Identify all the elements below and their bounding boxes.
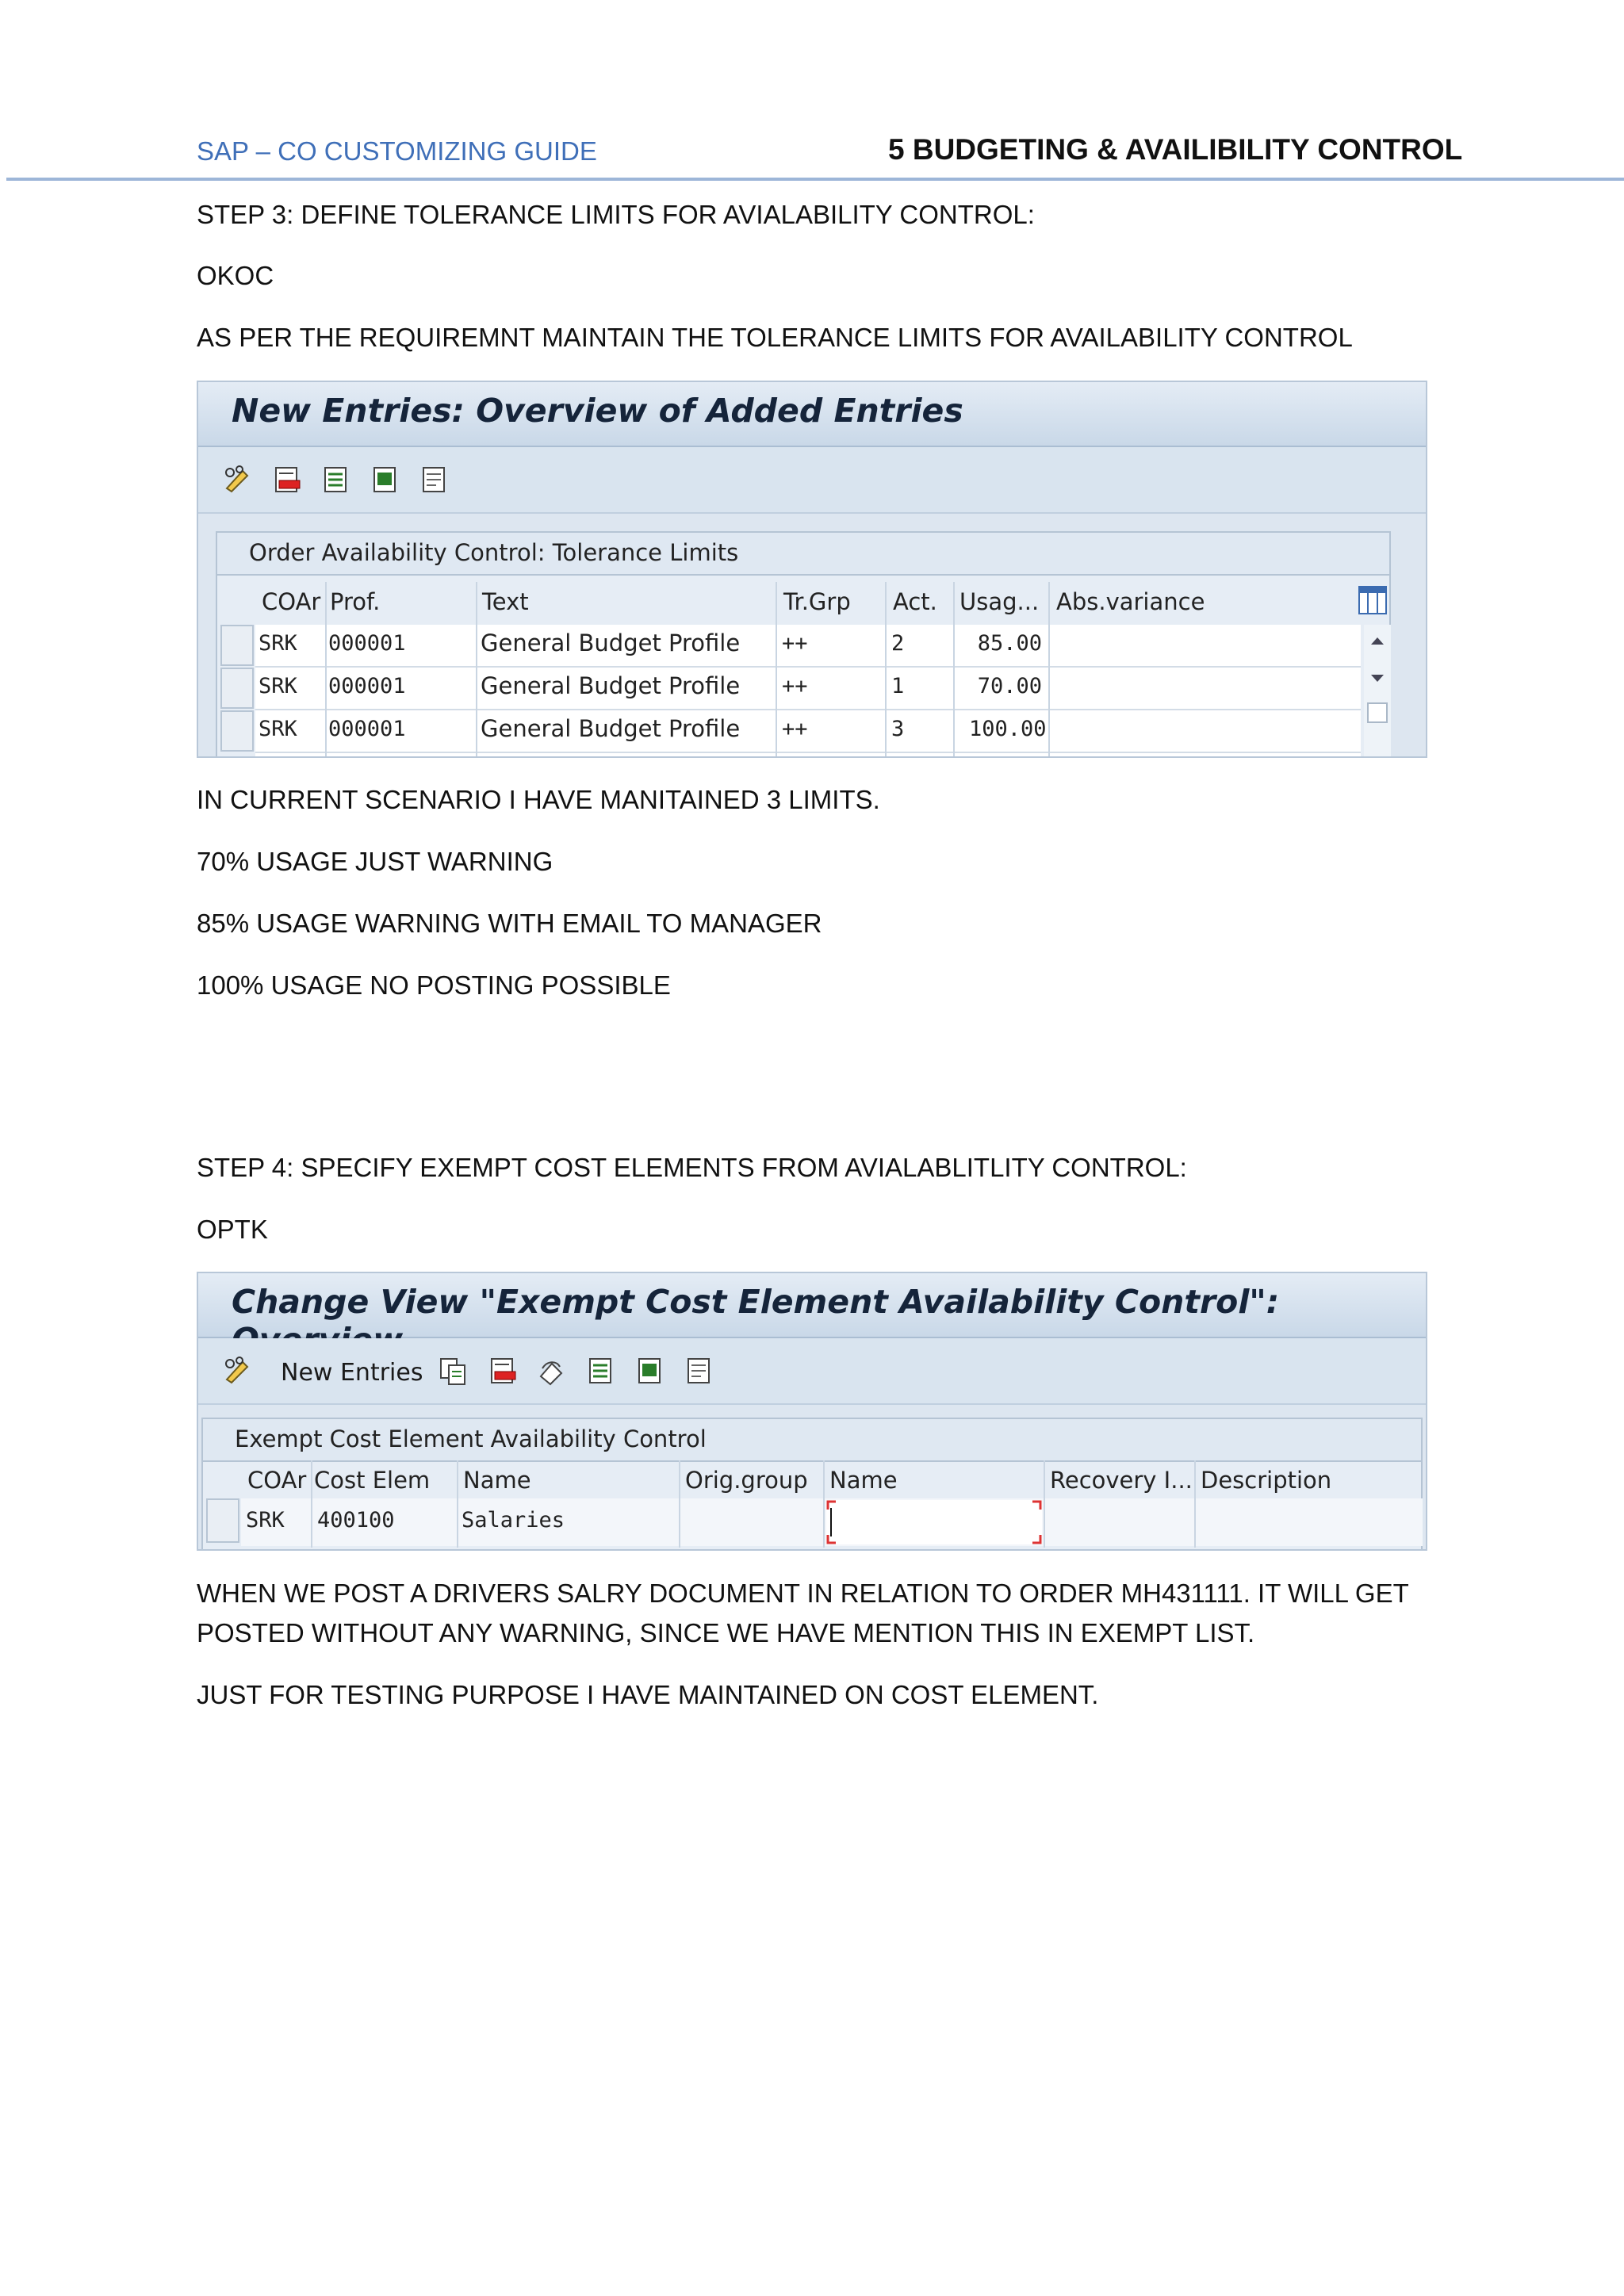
col-trgrp[interactable]: Tr.Grp (783, 588, 851, 615)
col-absvariance[interactable]: Abs.variance (1056, 588, 1205, 615)
running-header-chapter: 5 BUDGETING & AVAILIBILITY CONTROL (888, 133, 1463, 166)
col-coar[interactable]: COAr (247, 1467, 307, 1494)
table-title: Exempt Cost Element Availability Control (235, 1425, 707, 1452)
cell-text[interactable]: General Budget Profile (481, 672, 741, 699)
delete-row-icon[interactable] (271, 465, 303, 496)
cell-act[interactable]: 1 (891, 674, 905, 698)
col-prof[interactable]: Prof. (330, 588, 381, 615)
pencil-glasses-icon[interactable] (222, 465, 254, 496)
cell-prof[interactable]: 000001 (328, 717, 406, 741)
col-description[interactable]: Description (1201, 1467, 1332, 1494)
cell-act[interactable]: 3 (891, 717, 905, 741)
exempt-cost-element-table (201, 1418, 1423, 1551)
cell-coar[interactable]: SRK (259, 674, 297, 698)
scroll-thumb[interactable] (1367, 702, 1388, 723)
step3-instruction: AS PER THE REQUIREMNT MAINTAIN THE TOLERANCE LIMITS FOR AVAILABILITY CONTROL (197, 323, 1353, 352)
note-line: 85% USAGE WARNING WITH EMAIL TO MANAGER (197, 909, 822, 938)
step4-tcode: OPTK (197, 1215, 268, 1244)
deselect-icon[interactable] (684, 1356, 715, 1387)
sap-screen-exempt-cost-elements (197, 1272, 1427, 1551)
note-line: 100% USAGE NO POSTING POSSIBLE (197, 970, 671, 1000)
select-block-icon[interactable] (370, 465, 401, 496)
new-entries-button[interactable]: New Entries (281, 1359, 423, 1387)
note-line: IN CURRENT SCENARIO I HAVE MANITAINED 3 LIMITS. (197, 785, 880, 814)
header-rule (6, 178, 1624, 181)
name-input-focused[interactable] (826, 1500, 1042, 1544)
select-block-icon[interactable] (634, 1356, 666, 1387)
copy-icon[interactable] (438, 1356, 469, 1387)
cell-trgrp[interactable]: ++ (782, 631, 808, 656)
closing-line: POSTED WITHOUT ANY WARNING, SINCE WE HAVE MENTION THIS IN EXEMPT LIST. (197, 1618, 1255, 1647)
col-coar[interactable]: COAr (262, 588, 321, 615)
vertical-scrollbar[interactable] (1364, 625, 1391, 758)
cell-cost-elem[interactable]: 400100 (317, 1508, 395, 1533)
cell-act[interactable]: 2 (891, 631, 905, 656)
table-title-bar (203, 1419, 1421, 1462)
col-act[interactable]: Act. (893, 588, 937, 615)
screen-title-bar (198, 382, 1426, 447)
cell-trgrp[interactable]: ++ (782, 674, 808, 698)
scroll-up-icon[interactable] (1369, 634, 1386, 647)
cell-name[interactable]: Salaries (462, 1508, 565, 1533)
cell-prof[interactable]: 000001 (328, 674, 406, 698)
row-selector[interactable] (220, 668, 254, 709)
sap-screen-tolerance-limits (197, 381, 1427, 758)
focus-brackets-icon (826, 1500, 1042, 1544)
pencil-glasses-icon[interactable] (222, 1356, 254, 1387)
col-text[interactable]: Text (482, 588, 529, 615)
table-title-bar (217, 533, 1389, 576)
step4-heading: STEP 4: SPECIFY EXEMPT COST ELEMENTS FROM AVIALABLITLITY CONTROL: (197, 1153, 1187, 1182)
cell-coar[interactable]: SRK (259, 717, 297, 741)
cell-coar[interactable]: SRK (246, 1508, 285, 1533)
screen-title-bar (198, 1273, 1426, 1338)
screen-title: New Entries: Overview of Added Entries (232, 392, 963, 430)
cell-coar[interactable]: SRK (259, 631, 297, 656)
row-selector[interactable] (220, 710, 254, 752)
cell-usage[interactable]: 100.00 (969, 717, 1047, 741)
col-usage[interactable]: Usag... (959, 588, 1040, 615)
cell-trgrp[interactable]: ++ (782, 717, 808, 741)
deselect-icon[interactable] (419, 465, 450, 496)
screen-title: Change View "Exempt Cost Element Availability Control": (232, 1283, 1280, 1321)
closing-line: WHEN WE POST A DRIVERS SALRY DOCUMENT IN RELATION TO ORDER MH431111. IT WILL GET (197, 1578, 1409, 1608)
step3-tcode: OKOC (197, 261, 274, 290)
cell-text[interactable]: General Budget Profile (481, 715, 741, 742)
row-selector[interactable] (206, 1498, 239, 1543)
application-toolbar (198, 447, 1426, 514)
closing-line: JUST FOR TESTING PURPOSE I HAVE MAINTAINED ON COST ELEMENT. (197, 1680, 1099, 1709)
scroll-down-icon[interactable] (1369, 672, 1386, 685)
running-header-title: SAP – CO CUSTOMIZING GUIDE (197, 136, 597, 166)
table-settings-icon[interactable] (1358, 585, 1388, 615)
select-all-icon[interactable] (585, 1356, 617, 1387)
col-orig-group[interactable]: Orig.group (685, 1467, 808, 1494)
tolerance-limits-table (216, 531, 1391, 758)
cell-text[interactable]: General Budget Profile (481, 629, 741, 656)
row-selector[interactable] (220, 625, 254, 666)
delete-row-icon[interactable] (487, 1356, 519, 1387)
select-all-icon[interactable] (320, 465, 352, 496)
cell-usage[interactable]: 85.00 (977, 631, 1042, 656)
col-name-2[interactable]: Name (829, 1467, 898, 1494)
note-line: 70% USAGE JUST WARNING (197, 847, 553, 876)
application-toolbar (198, 1338, 1426, 1405)
col-recovery[interactable]: Recovery I... (1050, 1467, 1193, 1494)
undo-change-icon[interactable] (536, 1356, 568, 1387)
cell-prof[interactable]: 000001 (328, 631, 406, 656)
cell-usage[interactable]: 70.00 (977, 674, 1042, 698)
col-cost-elem[interactable]: Cost Elem (314, 1467, 431, 1494)
step3-heading: STEP 3: DEFINE TOLERANCE LIMITS FOR AVIALABILITY CONTROL: (197, 200, 1035, 229)
table-title: Order Availability Control: Tolerance Limits (249, 539, 739, 566)
col-name[interactable]: Name (463, 1467, 531, 1494)
